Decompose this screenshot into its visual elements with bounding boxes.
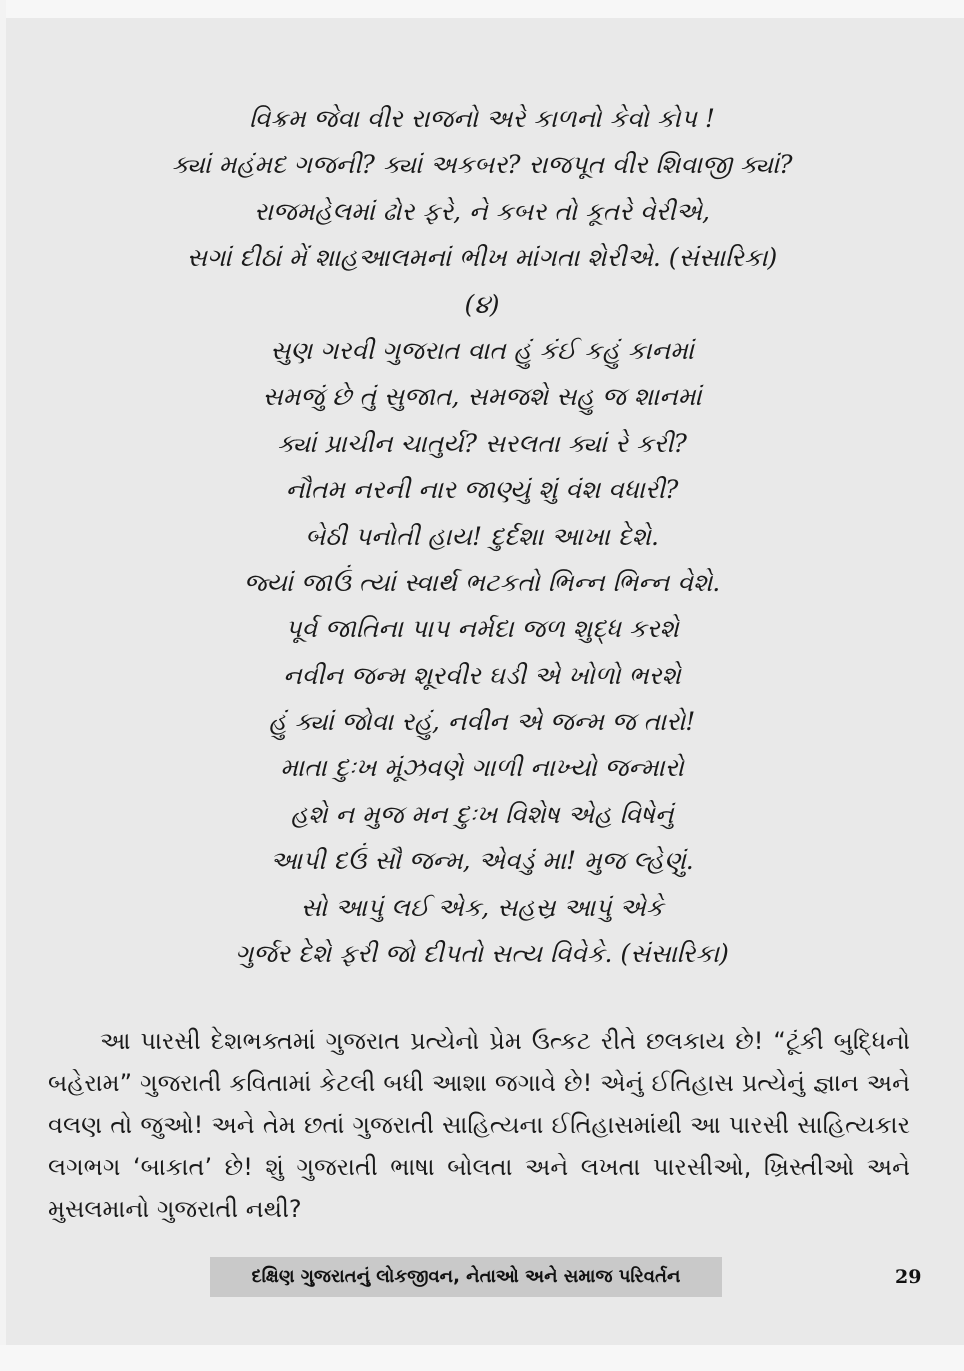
- page-number: 29: [895, 1266, 922, 1288]
- poem-line: વિક્રમ જેવા વીર રાજનો અરે કાળનો કેવો કોપ !: [249, 104, 715, 133]
- poem-line: ગુર્જર દેશે ફરી જો દીપતો સત્ય વિવેકે. (સંસારિકા): [235, 939, 729, 969]
- poem-line: ક્યાં મહંમદ ગજની? ક્યાં અકબર? રાજપૂત વીર શિવાજી ક્યાં?: [171, 150, 793, 180]
- page-edge-top: [0, 0, 964, 18]
- poem-line: રાજમહેલમાં ઢોર ફરે, ને કબર તો કૂતરે વેરીએ,: [254, 196, 710, 226]
- poem-line: સગાં દીઠાં મેં શાહઆલમનાં ભીખ માંગતા શેરીએ. (સંસારિકા): [186, 243, 778, 273]
- stanza-number: (૪): [464, 289, 500, 319]
- poem-line: સમજું છે તું સુજાત, સમજશે સહુ જ શાનમાં: [262, 382, 702, 412]
- poem-line: બેઠી પનોતી હાય! દુર્દશા આખા દેશે.: [305, 521, 659, 551]
- poem-line: હશે ન મુજ મન દુઃખ વિશેષ એહ વિષેનું: [290, 799, 674, 829]
- poem-line: નૌતમ નરની નાર જાણ્યું શું વંશ વધારી?: [285, 475, 679, 505]
- poem: [0, 96, 964, 977]
- poem-line: સો આપું લઈ એક, સહસ્ર આપું એકે: [300, 892, 664, 922]
- poem-line: પૂર્વ જાતિના પાપ નર્મદા જળ શુદ્ધ કરશે: [285, 614, 679, 644]
- poem-line: હું ક્યાં જોવા રહું, નવીન એ જન્મ જ તારો!: [268, 707, 696, 737]
- poem-line: નવીન જન્મ શૂરવીર ઘડી એ ખોળો ભરશે: [283, 660, 681, 690]
- footer: [0, 1257, 964, 1297]
- poem-line: સુણ ગરવી ગુજરાત વાત હું કંઈ કહું કાનમાં: [270, 335, 694, 365]
- footer-title: દક્ષિણ ગુજરાતનું લોકજીવન, નેતાઓ અને સમાજ પરિવર્તન: [251, 1266, 681, 1287]
- poem-line: આપી દઉં સૌ જન્મ, એવડું મા! મુજ લ્હેણું.: [270, 846, 694, 876]
- poem-line: માતા દુઃખ મૂંઝવણે ગાળી નાખ્યો જન્મારો: [280, 753, 684, 783]
- prose-paragraph: [48, 1020, 910, 1230]
- prose-text: આ પારસી દેશભક્તમાં ગુજરાત પ્રત્યેનો પ્રેમ ઉત્કટ રીતે છલકાય છે! “ટૂંકી બુદ્ધિનો બહેરામ” ગુજરાતી કવિતામાં કેટલી બધી આશા જગાવે છે! એનું ઈતિહાસ પ્રત્યેનું જ્ઞાન અને વલણ તો જુઓ! અને તેમ છતાં ગુજરાતી સાહિત્યના ઈતિહાસમાંથી આ પારસી સાહિત્યકાર લગભગ ‘બાકાત’ છે! શું ગુજરાતી ભાષા બોલતા અને લખતા પારસીઓ, ખ્રિસ્તીઓ અને મુસલમાનો ગુજરાતી નથી?: [48, 1027, 910, 1223]
- poem-line: ક્યાં પ્રાચીન ચાતુર્ય? સરલતા ક્યાં રે કરી?: [277, 428, 687, 458]
- poem-line: જ્યાં જાઉં ત્યાં સ્વાર્થ ભટકતો ભિન્ન ભિન્ન વેશે.: [243, 567, 721, 597]
- page-edge-bottom: [0, 1345, 964, 1371]
